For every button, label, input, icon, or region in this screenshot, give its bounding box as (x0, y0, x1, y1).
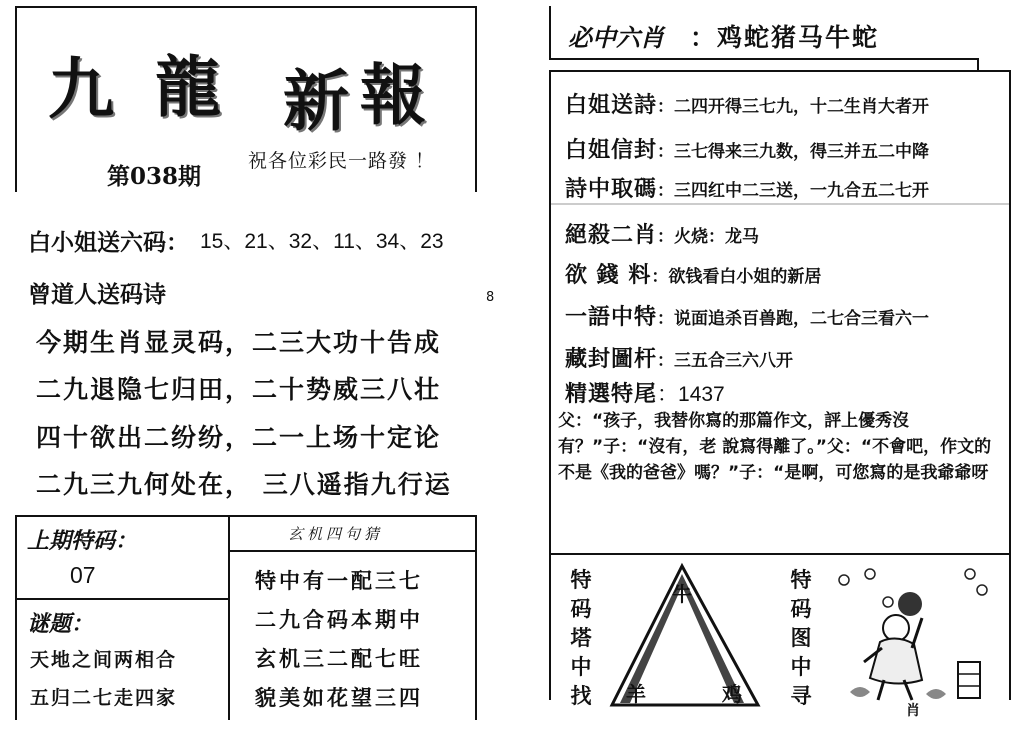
right-main-top-border (549, 70, 1011, 72)
row-label: 精選特尾 (565, 382, 658, 407)
right-main-left-border (549, 70, 551, 700)
masthead-left-border (15, 6, 17, 192)
special-code-value: 07 (70, 562, 96, 588)
right-heading-underline (549, 58, 979, 60)
title-char-3: 新 (283, 62, 349, 140)
row-label: 白姐送詩 (565, 93, 658, 118)
bottom-boxes-top-border (15, 515, 477, 517)
six-codes-values: 15、21、32、11、34、23 (200, 230, 444, 253)
joke-text: 父：“孩子，我替你寫的那篇作文，評上優秀沒有？”子：“沒有，老 說寫得離了。”父：“不會吧，作文的 不是《我的爸爸》嗎？”子：“是啊，可您寫的是我爺爺呀 (558, 411, 992, 483)
row-label: 藏封圖杆 (565, 347, 658, 372)
issue-number: 第038期 (107, 163, 202, 190)
box4-title-underline (228, 550, 476, 552)
info-row-hidden (565, 342, 793, 373)
box4-title: 玄机四句猜 (288, 525, 384, 543)
info-row-poem-code (565, 172, 929, 203)
special-box-bottom-border (15, 598, 228, 600)
tower-label: 特码塔中找 (570, 568, 592, 708)
poem-line: 四十欲出二纷纷，二一上场十定论 (36, 423, 442, 452)
tower-left-label: 羊 (626, 682, 646, 706)
picture-hidden-char: 肖 (906, 703, 920, 719)
poem-title: 曾道人送码诗 (28, 282, 166, 308)
rows-divider (551, 203, 1009, 205)
six-zodiac-value: ：鸡蛇猪马牛蛇 (690, 23, 880, 52)
info-row-white-poem (565, 88, 929, 119)
masthead-right-border (475, 6, 477, 192)
row-label: 詩中取碼 (565, 177, 658, 202)
row-label: 白姐信封 (565, 138, 658, 163)
title-char-4: 報 (360, 56, 426, 134)
row-value: ：三五合三六八开 (657, 351, 794, 371)
info-row-kill-two (565, 218, 759, 249)
row-value: ：欲钱看白小姐的新居 (651, 267, 822, 287)
picture-label: 特码图中寻 (790, 568, 812, 708)
six-codes-label: 白小姐送六码： (28, 230, 189, 256)
special-code-label: 上期特码： (27, 528, 138, 554)
poem-line: 今期生肖显灵码，二三大功十告成 (36, 328, 442, 357)
right-main-right-border (1009, 70, 1011, 700)
bottom-boxes-right-border (475, 515, 477, 720)
row-value: ：火烧：龙马 (657, 227, 760, 247)
row-value: ：1437 (657, 383, 725, 406)
row-value: ：说面追杀百兽跑，二七合三看六一 (657, 309, 930, 329)
box4-line: 玄机三二配七旺 (255, 647, 423, 671)
masthead-top-border (15, 6, 477, 8)
tower-top-label: 牛 (672, 582, 692, 606)
info-row-money (565, 258, 821, 289)
row-label: 一語中特 (565, 305, 658, 330)
tower-right-label: 鸡 (722, 682, 742, 706)
info-row-one-word (565, 300, 929, 331)
riddle-line: 天地之间两相合 (30, 649, 178, 671)
box4-line: 特中有一配三七 (255, 569, 423, 593)
title-char-2: 龍 (155, 48, 221, 126)
row-label: 絕殺二肖 (565, 223, 658, 248)
box4-line: 二九合码本期中 (255, 608, 423, 632)
poem-line: 二九三九何处在， 三八遥指九行运 (36, 470, 452, 499)
row-value: ：二四开得三七九，十二生肖大者开 (657, 97, 930, 117)
box4-line: 貌美如花望三四 (255, 686, 423, 710)
six-zodiac-label: 必中六肖 (568, 23, 664, 52)
boy-illustration-icon (830, 562, 1005, 707)
row-value: ：三四红中二三送，一九合五二七开 (657, 181, 930, 201)
page-number: 8 (486, 290, 495, 305)
bottom-boxes-left-border (15, 515, 17, 720)
greeting-text: 祝各位彩民一路發 ！ (248, 150, 436, 172)
title-char-1: 九 (48, 50, 114, 128)
riddle-line: 五归二七走四家 (30, 687, 178, 709)
riddle-label: 谜题： (27, 611, 94, 637)
bottom-boxes-divider (228, 515, 230, 720)
row-value: ：三七得来三九数，得三并五二中降 (657, 142, 930, 162)
info-row-tail (565, 377, 725, 408)
info-row-white-envelope (565, 133, 929, 164)
picture-area-top-border (551, 553, 1009, 555)
poem-line: 二九退隐七归田，二十势威三八壮 (36, 375, 442, 404)
right-heading-left-border (549, 6, 551, 60)
row-label: 欲 錢 料 (565, 263, 652, 288)
